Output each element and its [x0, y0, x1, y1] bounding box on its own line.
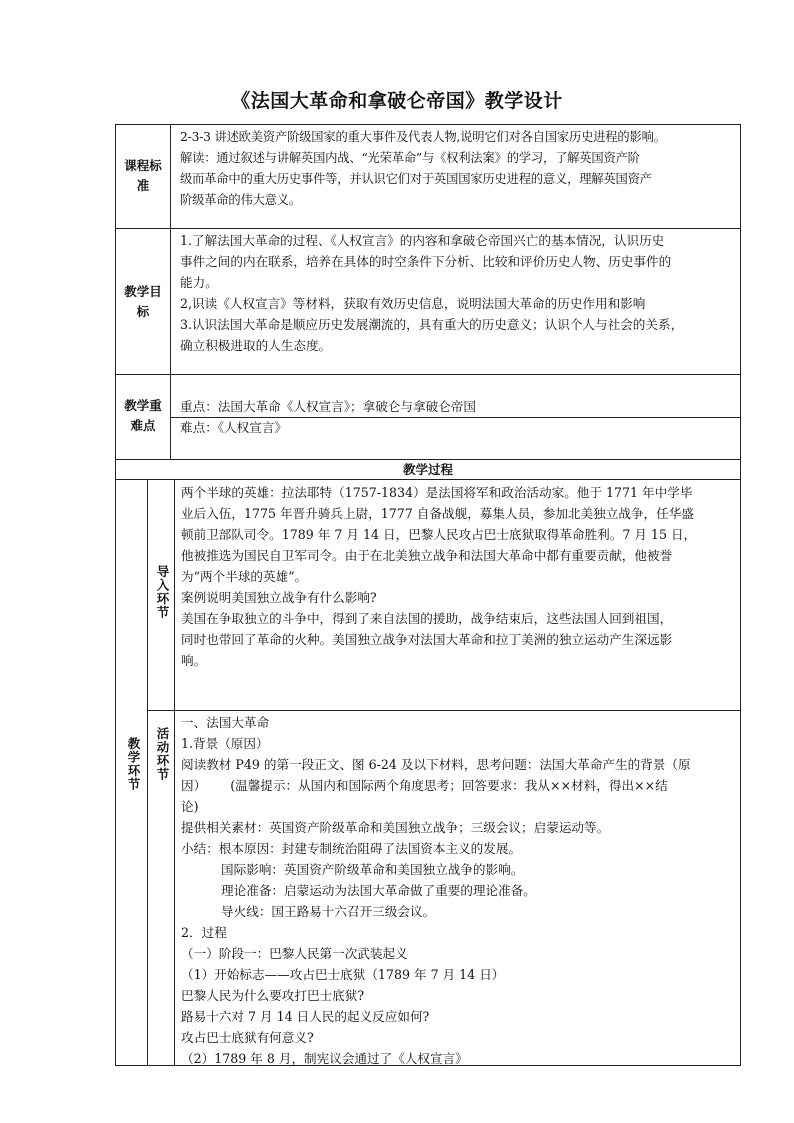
standard-text: 2-3-3 讲述欧美资产阶级国家的重大事件及代表人物,说明它们对各自国家历史进程的影响。 解读：通过叙述与讲解英国内战、“光荣革命”与《权利法案》的学习，了解英国资产阶 级而革命中的重大历史事件等，并认识它们对于英国国家历史进程的意义，理解英国资产 阶级革命的伟大意义。 — [180, 130, 666, 207]
goals-label: 教学目标 — [124, 284, 162, 319]
row-divider — [147, 710, 741, 711]
column-divider — [174, 479, 175, 1066]
row-divider — [115, 374, 741, 375]
process-outer-label: 教学环节 — [126, 737, 141, 791]
standard-label: 课程标准 — [124, 158, 162, 193]
row-divider — [115, 228, 741, 229]
process-header: 教学过程 — [402, 462, 453, 477]
goals-text: 1.了解法国大革命的过程、《人权宣言》的内容和拿破仑帝国兴亡的基本情况，认识历史 事件之间的内在联系，培养在具体的时空条件下分析、比较和评价历史人物、历史事件的 能力。 2,识读《人权宣言》等材料，获取有效历史信息，说明法国大革命的历史作用和影响 3.认识法国大革命是顺应历史发展潮流的，具有重大的历史意义；认识个人与社会的关系， 确立积极进取的人生态度。 — [180, 233, 684, 353]
key-point-text: 重点：法国大革命《人权宣言》；拿破仑与拿破仑帝国 — [180, 399, 476, 414]
row-divider — [115, 479, 741, 480]
activity-text: 一、法国大革命 1.背景（原因） 阅读教材 P49 的第一段正文、图 6-24 及以下材料，思考问题：法国大革命产生的背景（原 因） (温馨提示：从国内和国际两个角度思考；回答要求：我从××材料，得出××结 论) 提供相关素材：英国资产阶级革命和美国独立战争；三级会议；启蒙运动等。 小结：根本原因：封建专制统治阻碍了法国资本主义的发展。 国际影响：英国资产阶级革命和美国独立战争的影响。 理论准备：启蒙运动为法国大革命做了重要的理论准备。 导火线：国王路易十六召开三级会议。 2．过程 （一）阶段一：巴黎人民第一次武装起义 （1）开始标志——攻占巴士底狱（1789 年 7 月 14 日） 巴黎人民为什么要攻打巴士底狱? 路易十六对 7 月 14 日人民的起义反应如何? 攻占巴士底狱有何意义? （2）1789 年 8 月，制宪议会通过了《人权宣言》 — [181, 715, 691, 1065]
document-title: 《法国大革命和拿破仑帝国》教学设计 — [231, 90, 563, 112]
focus-label: 教学重难点 — [124, 398, 162, 433]
column-divider — [170, 124, 171, 459]
difficulty-text: 难点：《人权宣言》 — [180, 420, 288, 435]
intro-label: 导入环节 — [155, 565, 170, 619]
column-divider — [147, 479, 148, 1066]
activity-label: 活动环节 — [155, 727, 170, 781]
intro-text: 两个半球的英雄：拉法耶特（1757-1834）是法国将军和政治活动家。他于 1771 年中学毕 业后入伍，1775 年晋升骑兵上尉，1777 自备战舰，募集人员，参加北美独立战争，任华盛 顿前卫部队司令。1789 年 7 月 14 日，巴黎人民攻占巴士底狱取得革命胜利。7 月 15 日， 他被推选为国民自卫军司令。由于在北美独立战争和法国大革命中都有重要贡献，他被誉 为“两个半球的英雄”。 案例说明美国独立战争有什么影响? 美国在争取独立的斗争中，得到了来自法国的援助，战争结束后，这些法国人回到祖国， 同时也带回了革命的火种。美国独立战争对法国大革命和拉丁美洲的独立运动产生深远影 响。 — [181, 485, 697, 668]
